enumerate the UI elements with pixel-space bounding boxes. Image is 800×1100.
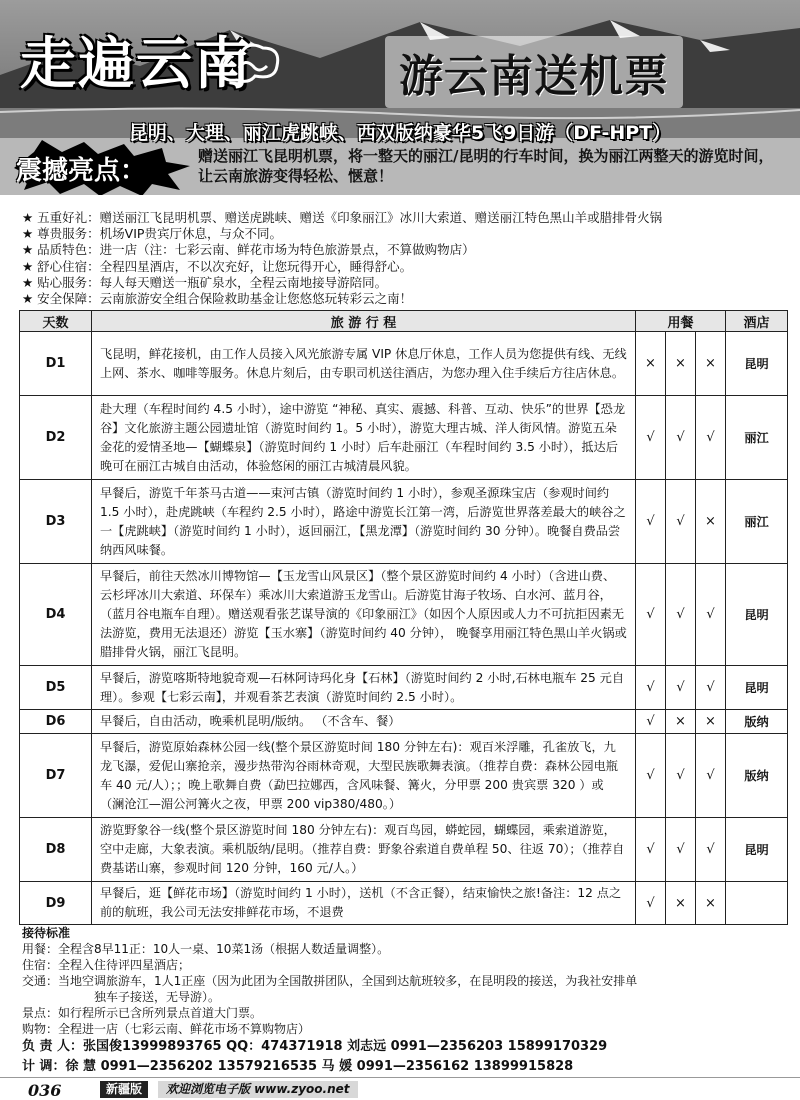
- standards-heading: 接待标准: [22, 926, 71, 940]
- plan-cell: 早餐后，自由活动，晚乘机昆明/版纳。 （不含车、餐）: [92, 710, 636, 734]
- auspicious-cloud-icon: [215, 36, 285, 86]
- meal-lunch: √: [666, 396, 696, 480]
- hotel-cell: 昆明: [726, 564, 788, 666]
- day-cell: D5: [20, 666, 92, 710]
- meal-dinner: √: [696, 818, 726, 882]
- feature-item: ★ 品质特色：进一店（注：七彩云南、鲜花市场为特色旅游景点，不算做购物店）: [22, 242, 475, 258]
- feature-item: ★ 安全保障：云南旅游安全组合保险救助基金让您悠悠玩转彩云之南！: [22, 291, 413, 307]
- meal-dinner: ×: [696, 480, 726, 564]
- standard-scenic: 景点：如行程所示已含所列景点首道大门票。: [22, 1006, 263, 1020]
- meal-lunch: ×: [666, 710, 696, 734]
- table-row: [20, 396, 788, 480]
- plan-cell: 游览野象谷一线(整个景区游览时间 180 分钟左右)：观百鸟园，蟒蛇园，蝴蝶园，乘索道游览，空中走廊，大象表演。乘机版纳/昆明。（推荐自费：野象谷索道自费单程 50、往返 70）；（推荐自费基诺山寨，参观时间 120 分钟，160 元/人。）: [92, 818, 636, 882]
- meal-breakfast: √: [636, 882, 666, 925]
- plan-cell: 飞昆明，鲜花接机，由工作人员接入风光旅游专属 VIP 休息厅休息，工作人员为您提供有线、无线上网、茶水、咖啡等服务。休息片刻后，由专职司机送往酒店，为您办理入住手续后方往店休息。: [92, 332, 636, 396]
- highlight-badge: 震撼亮点：: [16, 156, 147, 186]
- banner-title: 走遍云南: [20, 31, 252, 97]
- meal-breakfast: √: [636, 564, 666, 666]
- hotel-cell: 版纳: [726, 710, 788, 734]
- day-cell: D8: [20, 818, 92, 882]
- page-footer: [0, 1077, 800, 1100]
- meal-lunch: √: [666, 480, 696, 564]
- hotel-cell: 昆明: [726, 332, 788, 396]
- contact-manager: 负 责 人：张国俊13999893765 QQ：474371918 刘志远 0991—2356203 15899170329: [22, 1039, 608, 1054]
- day-cell: D9: [20, 882, 92, 925]
- meal-lunch: ×: [666, 882, 696, 925]
- meal-breakfast: √: [636, 666, 666, 710]
- day-cell: D2: [20, 396, 92, 480]
- meal-dinner: √: [696, 666, 726, 710]
- meal-dinner: √: [696, 734, 726, 818]
- table-row: [20, 734, 788, 818]
- header-plan: 旅 游 行 程: [92, 311, 636, 332]
- standard-transport-cont: 独车子接送，无导游）。: [94, 990, 221, 1004]
- meal-lunch: ×: [666, 332, 696, 396]
- standard-shopping: 购物：全程进一店（七彩云南、鲜花市场不算购物店）: [22, 1022, 311, 1036]
- meal-breakfast: √: [636, 734, 666, 818]
- plan-cell: 赴大理（车程时间约 4.5 小时），途中游览 “神秘、真实、震撼、科普、互动、快乐”的世界【恐龙谷】文化旅游主题公园遗址馆（游览时间约 1。5 小时），游览大理古城、洋人街风情。游览五朵金花的爱情圣地—【蝴蝶泉】（游览时间约 1 小时）后车赴丽江（车程时间约 3.5 小时），抵达后晚可在丽江古城自由活动，体验悠闲的丽江古城清晨风貌。: [92, 396, 636, 480]
- day-cell: D6: [20, 710, 92, 734]
- meal-breakfast: ×: [636, 332, 666, 396]
- day-cell: D4: [20, 564, 92, 666]
- route-title: 昆明、大理、丽江虎跳峡、西双版纳豪华5飞9日游（DF-HPT）: [128, 122, 672, 144]
- plan-cell: 早餐后，逛【鲜花市场】（游览时间约 1 小时），送机（不含正餐），结束愉快之旅!备注：12 点之前的航班，我公司无法安排鲜花市场，不退费: [92, 882, 636, 925]
- promo-title: 游云南送机票: [385, 36, 683, 108]
- feature-item: ★ 舒心住宿：全程四星酒店，不以次充好，让您玩得开心，睡得舒心。: [22, 258, 413, 274]
- header-day: 天数: [20, 311, 92, 332]
- meal-dinner: ×: [696, 332, 726, 396]
- plan-cell: 早餐后，前往天然冰川博物馆—【玉龙雪山风景区】（整个景区游览时间约 4 小时）（含进山费、云杉坪冰川大索道、环保车）乘冰川大索道游玉龙雪山。后游览甘海子牧场、白水河、蓝月谷，（蓝月谷电瓶车自理）。赠送观看张艺谋导演的《印象丽江》（如因个人原因或人力不可抗拒因素无法游览，费用无法退还）游览【玉水寨】（游览时间约 40 分钟）， 晚餐享用丽江特色黑山羊火锅或腊排骨火锅，丽江飞昆明。: [92, 564, 636, 666]
- meal-breakfast: √: [636, 710, 666, 734]
- standard-lodging: 住宿：全程入住待评四星酒店；: [22, 958, 191, 972]
- hotel-cell: 丽江: [726, 396, 788, 480]
- header-hotel: 酒店: [726, 311, 788, 332]
- meal-dinner: √: [696, 396, 726, 480]
- feature-item: ★ 尊贵服务：机场VIP贵宾厅休息，与众不同。: [22, 226, 282, 242]
- table-row: [20, 564, 788, 666]
- hotel-cell: 昆明: [726, 818, 788, 882]
- plan-cell: 早餐后，游览原始森林公园一线(整个景区游览时间 180 分钟左右)：观百米浮雕，孔雀放飞，九龙飞瀑，爱伲山寨抢亲，漫步热带沟谷雨林奇观，大型民族歌舞表演。（推荐自费：森林公园电瓶车 40 元/人）；；晚上歌舞自费（勐巴拉娜西，含风味餐、篝火，分甲票 200 贵宾票 320 ）或（澜沧江—湄公河篝火之夜，甲票 200 vip380/480。）: [92, 734, 636, 818]
- highlight-text: 赠送丽江飞昆明机票，将一整天的丽江/昆明的行车时间，换为丽江两整天的游览时间，让云南旅游变得轻松、惬意！: [198, 147, 774, 185]
- banner: [0, 0, 800, 195]
- website-slogan: 欢迎浏览电子版 www.zyoo.net: [158, 1081, 358, 1098]
- meal-lunch: √: [666, 666, 696, 710]
- standard-transport: 交通：当地空调旅游车，1人1正座（因为此团为全国散拼团队，全国到达航班较多，在昆明段的接送，为我社安排单: [22, 974, 638, 988]
- contact-planner: 计 调：徐 慧 0991—2356202 13579216535 马 媛 0991—2356162 13899915828: [22, 1059, 574, 1074]
- day-cell: D3: [20, 480, 92, 564]
- plan-cell: 早餐后，游览千年茶马古道——束河古镇（游览时间约 1 小时），参观圣源珠宝店（参观时间约 1.5 小时），赴虎跳峡（车程约 2.5 小时），路途中游览长江第一湾，后游览世界落差最大的峡谷之一【虎跳峡】（游览时间约 1 小时），返回丽江，【黑龙潭】（游览时间约 30 分钟）。晚餐自费品尝纳西风味餐。: [92, 480, 636, 564]
- table-row: [20, 666, 788, 710]
- meal-lunch: √: [666, 564, 696, 666]
- reception-standards: [22, 925, 792, 1077]
- table-header-row: [20, 311, 788, 332]
- feature-item: ★ 五重好礼：赠送丽江飞昆明机票、赠送虎跳峡、赠送《印象丽江》冰川大索道、赠送丽江特色黑山羊或腊排骨火锅: [22, 210, 663, 225]
- table-row: [20, 332, 788, 396]
- meal-lunch: √: [666, 818, 696, 882]
- table-row: [20, 710, 788, 734]
- meal-dinner: ×: [696, 882, 726, 925]
- day-cell: D7: [20, 734, 92, 818]
- meal-lunch: √: [666, 734, 696, 818]
- feature-item: ★ 贴心服务：每人每天赠送一瓶矿泉水，全程云南地接导游陪同。: [22, 274, 388, 290]
- hotel-cell: 版纳: [726, 734, 788, 818]
- hotel-cell: 丽江: [726, 480, 788, 564]
- table-row: [20, 480, 788, 564]
- hotel-cell: 昆明: [726, 666, 788, 710]
- hotel-cell: [726, 882, 788, 925]
- table-row: [20, 882, 788, 925]
- plan-cell: 早餐后，游览喀斯特地貌奇观—石林阿诗玛化身【石林】（游览时间约 2 小时,石林电瓶车 25 元自理）。参观【七彩云南】，并观看茶艺表演（游览时间约 2.5 小时）。: [92, 666, 636, 710]
- itinerary-table: [19, 310, 788, 925]
- meal-breakfast: √: [636, 396, 666, 480]
- table-row: [20, 818, 788, 882]
- header-meals: 用餐: [636, 311, 726, 332]
- day-cell: D1: [20, 332, 92, 396]
- meal-dinner: √: [696, 564, 726, 666]
- standard-meal: 用餐：全程含8早11正：10人一桌、10菜1汤（根据人数适量调整）。: [22, 942, 390, 956]
- feature-list: [22, 210, 792, 307]
- meal-breakfast: √: [636, 480, 666, 564]
- meal-breakfast: √: [636, 818, 666, 882]
- edition-badge: 新疆版: [100, 1081, 148, 1098]
- page-number: 036: [28, 1081, 62, 1100]
- meal-dinner: ×: [696, 710, 726, 734]
